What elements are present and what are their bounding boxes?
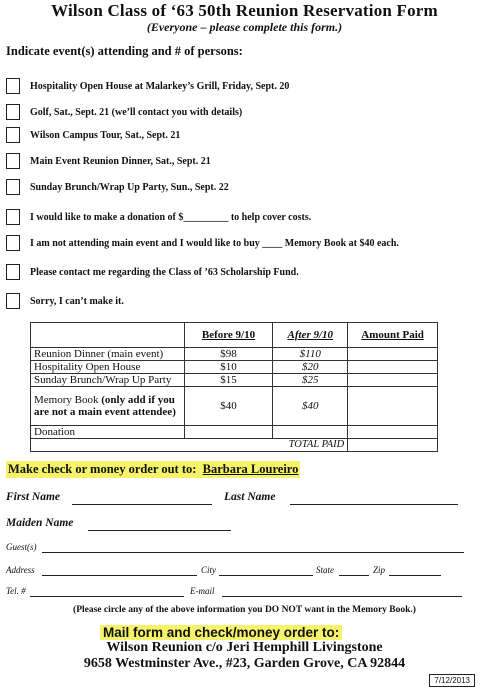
zip-field[interactable] — [389, 575, 441, 576]
event-label: Golf, Sat., Sept. 21 (we’ll contact you with details) — [30, 106, 243, 118]
amount-paid-cell[interactable] — [348, 361, 438, 374]
amount-paid-cell[interactable] — [348, 426, 438, 439]
zip-label: Zip — [373, 565, 386, 575]
brunch-checkbox[interactable] — [6, 179, 20, 195]
maiden-name-field[interactable] — [88, 530, 231, 531]
item-cell: Hospitality Open House — [31, 361, 185, 374]
hospitality-checkbox[interactable] — [6, 78, 20, 94]
amount-paid-cell[interactable] — [348, 374, 438, 387]
memory-book-checkbox[interactable] — [6, 235, 20, 251]
event-label: Main Event Reunion Dinner, Sat., Sept. 21 — [30, 155, 211, 167]
event-label: Sorry, I can’t make it. — [30, 295, 124, 307]
memory-book-item-cell — [31, 387, 185, 426]
event-row-campus-tour — [6, 125, 180, 145]
memory-book-label: Memory Book — [34, 394, 102, 406]
tel-label: Tel. # — [6, 586, 26, 596]
amount-paid-header: Amount Paid — [348, 323, 438, 348]
amount-paid-cell[interactable] — [348, 387, 438, 426]
address-field[interactable] — [42, 575, 197, 576]
make-check-label: Make check or money order out to: — [8, 462, 197, 476]
table-header-blank — [31, 323, 185, 348]
before-cell: $10 — [184, 361, 273, 374]
guests-field[interactable] — [42, 552, 464, 553]
campus-tour-checkbox[interactable] — [6, 127, 20, 143]
make-check-line — [6, 461, 300, 478]
email-field[interactable] — [222, 596, 462, 597]
event-row-sorry — [6, 291, 124, 311]
event-row-scholarship — [6, 262, 299, 282]
date-stamp: 7/12/2013 — [429, 674, 475, 687]
address-label: Address — [6, 565, 35, 575]
before-header: Before 9/10 — [184, 323, 273, 348]
memory-book-note-line: (Please circle any of the above information you DO NOT want in the Memory Book.) — [73, 605, 416, 615]
mail-address-line2: 9658 Westminster Ave., #23, Garden Grove, CA 92844 — [83, 656, 406, 671]
before-cell: $40 — [184, 387, 273, 426]
event-label: I am not attending main event and I would like to buy ____ Memory Book at $40 each. — [30, 237, 399, 249]
fees-table — [30, 322, 438, 452]
event-row-donation — [6, 207, 311, 227]
city-label: City — [201, 565, 216, 575]
event-label: I would like to make a donation of $_________ to help cover costs. — [30, 211, 312, 223]
after-cell: $40 — [273, 387, 348, 426]
events-heading: Indicate event(s) attending and # of persons: — [6, 44, 243, 58]
last-name-field[interactable] — [290, 504, 458, 505]
guests-label: Guest(s) — [6, 542, 37, 552]
amount-paid-cell[interactable] — [348, 348, 438, 361]
scholarship-checkbox[interactable] — [6, 264, 20, 280]
event-label: Please contact me regarding the Class of ’63 Scholarship Fund. — [30, 266, 299, 278]
tel-field[interactable] — [30, 596, 184, 597]
mail-address-line1: Wilson Reunion c/o Jeri Hemphill Livingstone — [106, 640, 383, 655]
item-cell: Reunion Dinner (main event) — [31, 348, 185, 361]
table-row — [31, 361, 438, 374]
last-name-label: Last Name — [224, 491, 276, 503]
event-row-memory-book — [6, 233, 399, 253]
blank-cell — [184, 426, 273, 439]
mail-heading: Mail form and check/money order to: — [100, 625, 342, 640]
table-row-donation — [31, 426, 438, 439]
table-row-total — [31, 439, 438, 452]
payee-name: Barbara Loureiro — [202, 462, 299, 476]
golf-checkbox[interactable] — [6, 104, 20, 120]
blank-cell — [273, 426, 348, 439]
table-row — [31, 348, 438, 361]
event-row-main-dinner — [6, 151, 211, 171]
email-label: E-mail — [190, 586, 215, 596]
total-paid-label: TOTAL PAID — [31, 439, 348, 452]
sorry-checkbox[interactable] — [6, 293, 20, 309]
form-subtitle: (Everyone – please complete this form.) — [146, 20, 343, 34]
form-title: Wilson Class of ‘63 50th Reunion Reservation Form — [51, 1, 438, 20]
after-header: After 9/10 — [273, 323, 348, 348]
after-cell: $25 — [273, 374, 348, 387]
state-label: State — [316, 565, 334, 575]
event-label: Hospitality Open House at Malarkey’s Grill, Friday, Sept. 20 — [30, 80, 290, 92]
event-row-golf — [6, 102, 242, 122]
before-cell: $15 — [184, 374, 273, 387]
memory-book-note: (only add if you are not a main event attendee) — [34, 394, 176, 418]
total-paid-cell[interactable] — [348, 439, 438, 452]
event-row-hospitality — [6, 76, 289, 96]
main-dinner-checkbox[interactable] — [6, 153, 20, 169]
donation-cell: Donation — [31, 426, 185, 439]
after-cell: $20 — [273, 361, 348, 374]
city-field[interactable] — [219, 575, 313, 576]
first-name-field[interactable] — [72, 504, 212, 505]
state-field[interactable] — [339, 575, 369, 576]
donation-checkbox[interactable] — [6, 209, 20, 225]
first-name-label: First Name — [6, 491, 60, 503]
table-row — [31, 374, 438, 387]
after-cell: $110 — [273, 348, 348, 361]
table-header-row — [31, 323, 438, 348]
item-cell: Sunday Brunch/Wrap Up Party — [31, 374, 185, 387]
table-row-memory-book — [31, 387, 438, 426]
event-row-brunch — [6, 177, 229, 197]
event-label: Wilson Campus Tour, Sat., Sept. 21 — [30, 129, 181, 141]
maiden-name-label: Maiden Name — [6, 517, 74, 529]
before-cell: $98 — [184, 348, 273, 361]
event-label: Sunday Brunch/Wrap Up Party, Sun., Sept. 22 — [30, 181, 229, 193]
